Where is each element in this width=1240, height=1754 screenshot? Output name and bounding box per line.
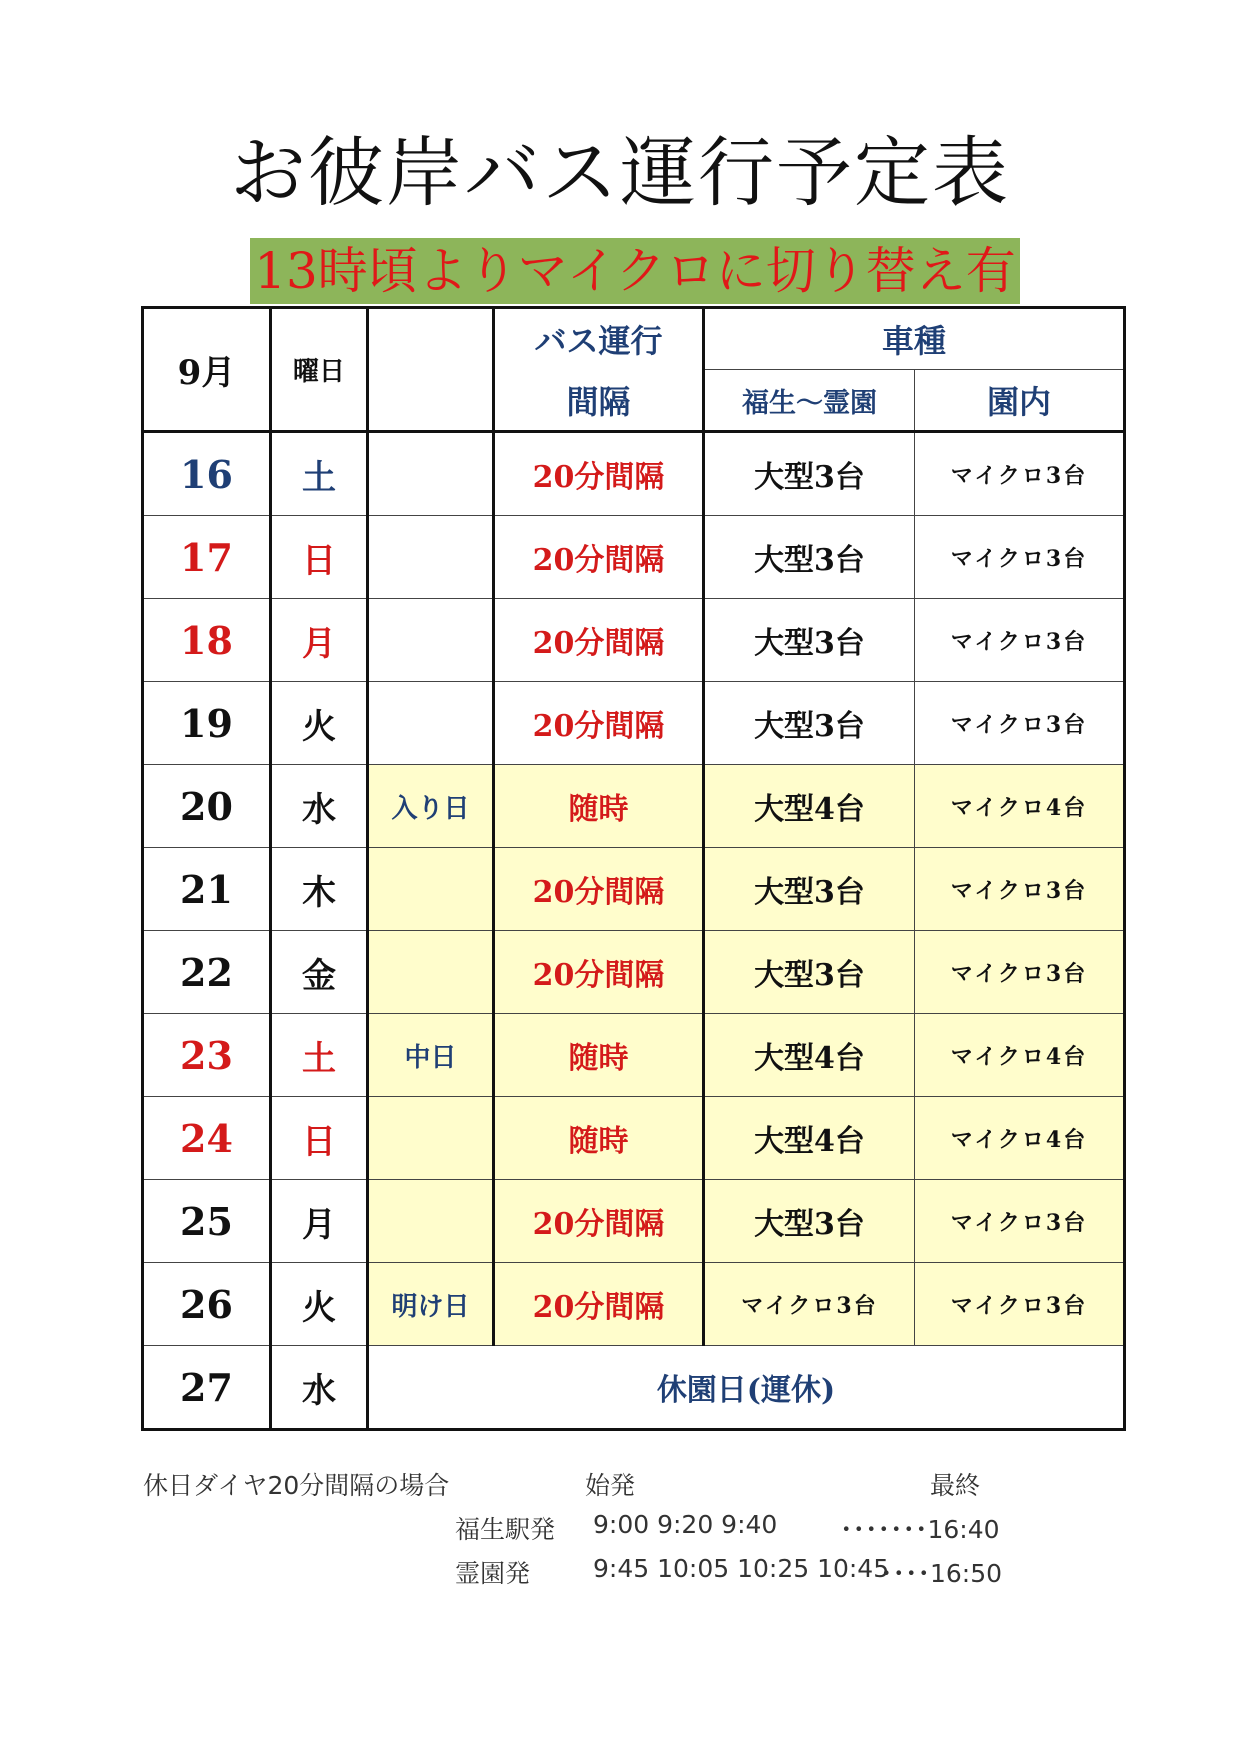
note-cell (368, 599, 494, 682)
day-cell: 17 (143, 516, 271, 599)
day-of-week-cell: 日 (271, 516, 368, 599)
interval-cell: 随時 (494, 1014, 704, 1097)
vehicle-inside-cell: マイクロ3台 (915, 682, 1125, 765)
table-row (143, 931, 1125, 1014)
day-of-week-cell: 水 (271, 1346, 368, 1430)
vehicle-inside-cell: マイクロ3台 (915, 432, 1125, 516)
day-of-week-cell: 水 (271, 765, 368, 848)
vehicle-inside-cell: マイクロ4台 (915, 1097, 1125, 1180)
day-cell: 26 (143, 1263, 271, 1346)
interval-cell: 20分間隔 (494, 1263, 704, 1346)
vehicle-route-cell: マイクロ3台 (704, 1263, 915, 1346)
day-of-week-cell: 月 (271, 599, 368, 682)
table-row-closed (143, 1346, 1125, 1430)
vehicle-inside-cell: マイクロ4台 (915, 1014, 1125, 1097)
footer-heading: 休日ダイヤ20分間隔の場合 (143, 1471, 450, 1500)
day-of-week-cell: 火 (271, 1263, 368, 1346)
header-interval-line1: バス運行 (494, 308, 704, 370)
footer-line1-times: 9:00 9:20 9:40 (593, 1510, 778, 1539)
interval-cell: 随時 (494, 1097, 704, 1180)
header-interval-line2: 間隔 (494, 370, 704, 432)
vehicle-inside-cell: マイクロ3台 (915, 1263, 1125, 1346)
note-cell (368, 432, 494, 516)
table-row (143, 848, 1125, 931)
footer-line2-label: 霊園発 (455, 1559, 531, 1588)
day-of-week-cell: 日 (271, 1097, 368, 1180)
interval-cell: 随時 (494, 765, 704, 848)
vehicle-inside-cell: マイクロ3台 (915, 1180, 1125, 1263)
header-note (368, 308, 494, 432)
day-of-week-cell: 金 (271, 931, 368, 1014)
table-row (143, 682, 1125, 765)
note-cell: 明け日 (368, 1263, 494, 1346)
day-cell: 18 (143, 599, 271, 682)
table-row (143, 1014, 1125, 1097)
note-cell (368, 1180, 494, 1263)
vehicle-route-cell: 大型3台 (704, 432, 915, 516)
vehicle-route-cell: 大型3台 (704, 516, 915, 599)
vehicle-inside-cell: マイクロ3台 (915, 599, 1125, 682)
interval-cell: 20分間隔 (494, 931, 704, 1014)
header-route-fussa-cemetery: 福生～霊園 (704, 370, 915, 432)
footer-line1-last: ･･･････16:40 (840, 1515, 1000, 1544)
note-cell (368, 516, 494, 599)
vehicle-inside-cell: マイクロ3台 (915, 516, 1125, 599)
header-month: 9月 (143, 308, 271, 432)
interval-cell: 20分間隔 (494, 1180, 704, 1263)
table-row (143, 1097, 1125, 1180)
vehicle-route-cell: 大型4台 (704, 1097, 915, 1180)
note-cell (368, 1097, 494, 1180)
note-cell: 中日 (368, 1014, 494, 1097)
schedule-table (141, 306, 1126, 1431)
day-cell: 25 (143, 1180, 271, 1263)
day-of-week-cell: 木 (271, 848, 368, 931)
footer-line1-label: 福生駅発 (455, 1515, 556, 1544)
vehicle-inside-cell: マイクロ3台 (915, 848, 1125, 931)
note-cell (368, 848, 494, 931)
day-cell: 22 (143, 931, 271, 1014)
table-row (143, 599, 1125, 682)
day-cell: 20 (143, 765, 271, 848)
day-cell: 24 (143, 1097, 271, 1180)
footer-line2-last: ････16:50 (880, 1559, 1003, 1588)
day-of-week-cell: 土 (271, 1014, 368, 1097)
interval-cell: 20分間隔 (494, 682, 704, 765)
day-cell: 16 (143, 432, 271, 516)
interval-cell: 20分間隔 (494, 599, 704, 682)
vehicle-route-cell: 大型4台 (704, 765, 915, 848)
table-row (143, 1263, 1125, 1346)
page-title: お彼岸バス運行予定表 (230, 128, 1010, 217)
day-cell: 19 (143, 682, 271, 765)
footer-first-label: 始発 (585, 1471, 636, 1500)
vehicle-route-cell: 大型3台 (704, 931, 915, 1014)
vehicle-route-cell: 大型3台 (704, 599, 915, 682)
notice-banner: 13時頃よりマイクロに切り替え有 (250, 238, 1020, 304)
vehicle-route-cell: 大型4台 (704, 1014, 915, 1097)
header-route-inside: 園内 (915, 370, 1125, 432)
day-of-week-cell: 月 (271, 1180, 368, 1263)
vehicle-route-cell: 大型3台 (704, 1180, 915, 1263)
header-day-of-week: 曜日 (271, 308, 368, 432)
day-of-week-cell: 火 (271, 682, 368, 765)
footer-last-label: 最終 (930, 1471, 981, 1500)
table-row (143, 765, 1125, 848)
table-row (143, 432, 1125, 516)
vehicle-route-cell: 大型3台 (704, 848, 915, 931)
footer-line2-times: 9:45 10:05 10:25 10:45 (593, 1554, 890, 1583)
closed-notice-cell: 休園日(運休) (368, 1346, 1125, 1430)
day-cell: 21 (143, 848, 271, 931)
header-vehicle: 車種 (704, 308, 1125, 370)
table-row (143, 516, 1125, 599)
interval-cell: 20分間隔 (494, 432, 704, 516)
interval-cell: 20分間隔 (494, 516, 704, 599)
vehicle-inside-cell: マイクロ4台 (915, 765, 1125, 848)
interval-cell: 20分間隔 (494, 848, 704, 931)
note-cell (368, 682, 494, 765)
day-cell: 27 (143, 1346, 271, 1430)
table-row (143, 1180, 1125, 1263)
note-cell: 入り日 (368, 765, 494, 848)
vehicle-inside-cell: マイクロ3台 (915, 931, 1125, 1014)
vehicle-route-cell: 大型3台 (704, 682, 915, 765)
day-of-week-cell: 土 (271, 432, 368, 516)
day-cell: 23 (143, 1014, 271, 1097)
note-cell (368, 931, 494, 1014)
